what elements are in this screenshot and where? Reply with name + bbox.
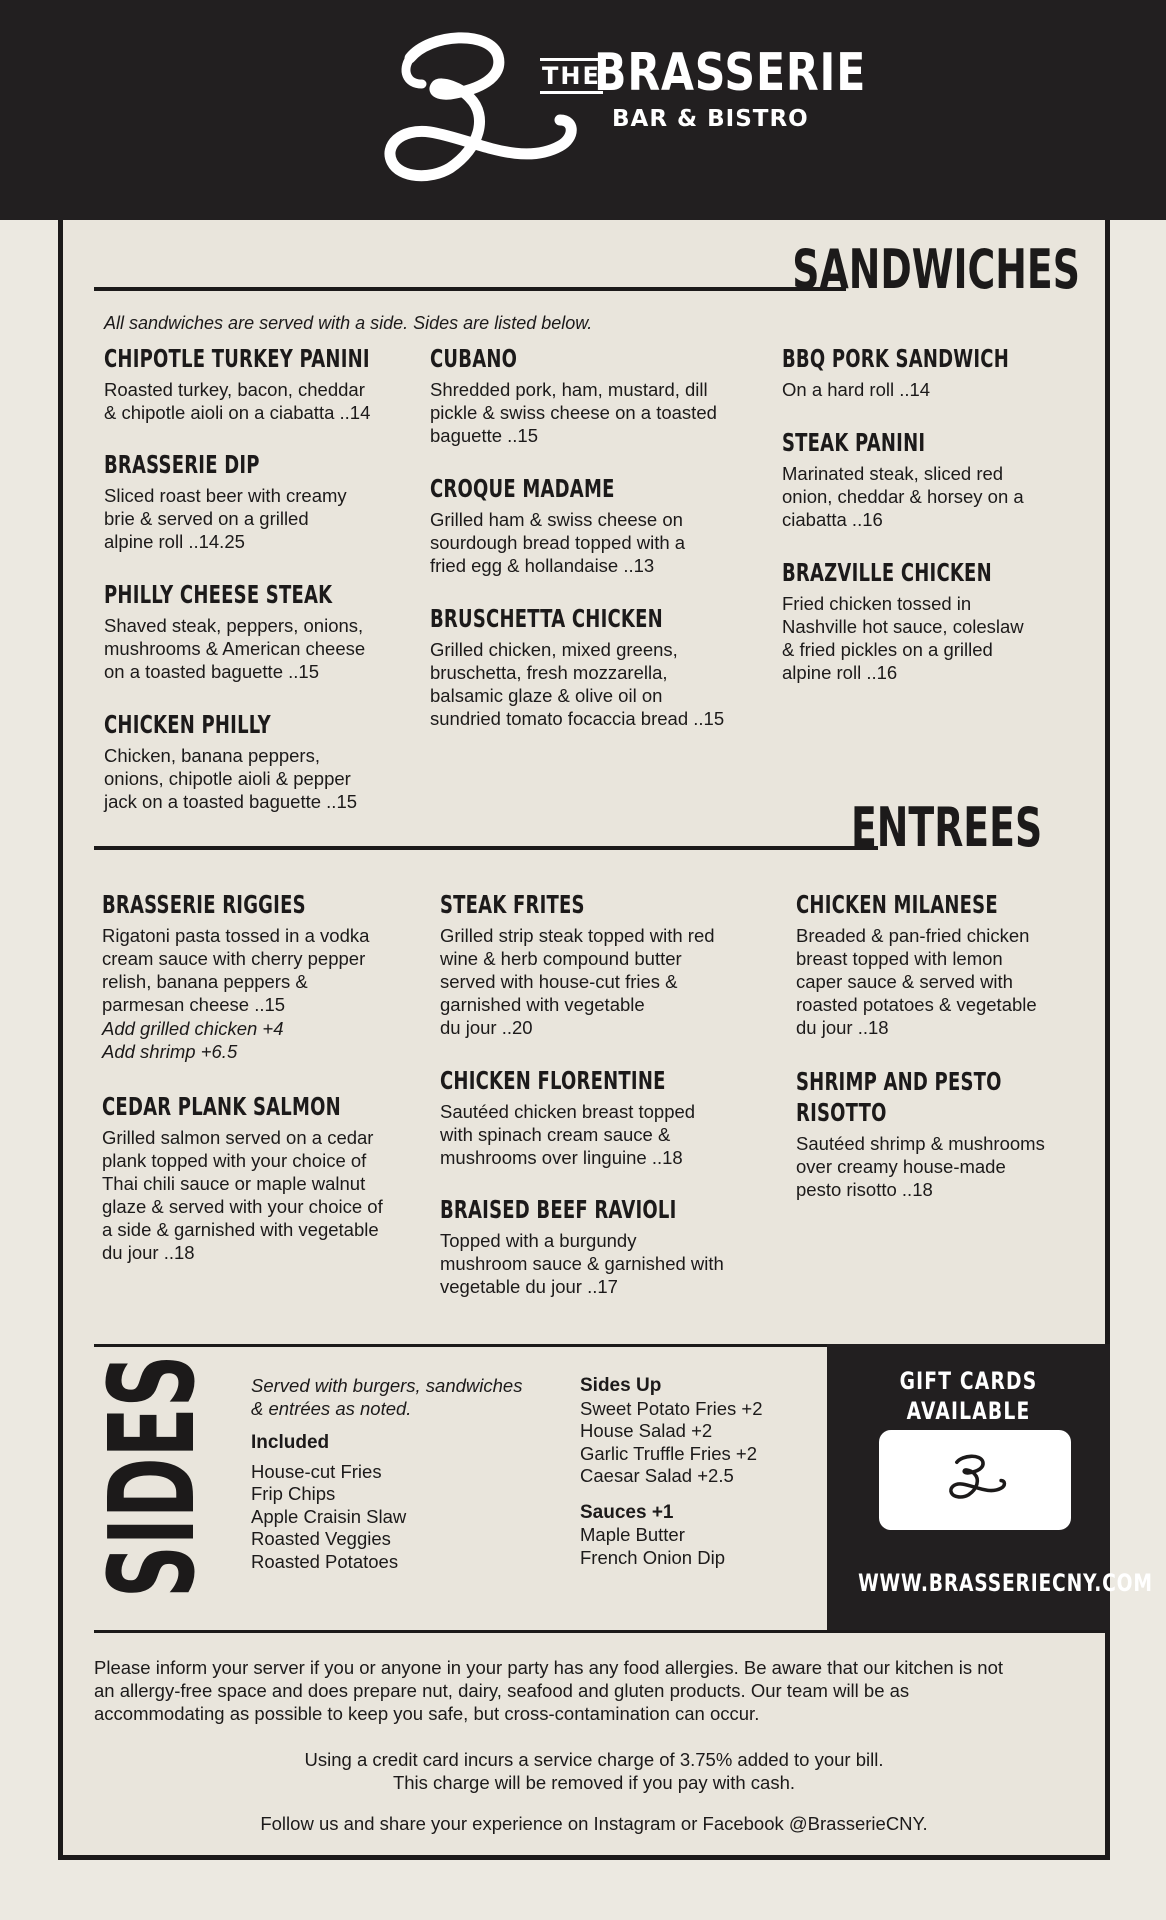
- menu-item: [102, 1092, 422, 1264]
- item-name: CHICKEN MILANESE: [796, 890, 998, 919]
- item-name: CROQUE MADAME: [430, 474, 615, 503]
- entrees-rule: [94, 846, 878, 850]
- item-description: Roasted turkey, bacon, cheddar & chipotle aioli on a ciabatta ..14: [104, 379, 371, 423]
- item-addons: Add grilled chicken +4 Add shrimp +6.5: [102, 1018, 284, 1062]
- menu-item: [796, 890, 1086, 1039]
- website-link[interactable]: WWW.BRASSERIECNY.COM: [858, 1569, 1153, 1597]
- item-description: Chicken, banana peppers, onions, chipotle aioli & pepper jack on a toasted baguette ..15: [104, 745, 358, 812]
- menu-item: [440, 1066, 760, 1169]
- item-description: Marinated steak, sliced red onion, cheddar & horsey on a ciabatta ..16: [782, 463, 1024, 530]
- menu-item: [796, 1066, 1086, 1201]
- item-description: Sliced roast beer with creamy brie & served on a grilled alpine roll ..14.25: [104, 485, 347, 552]
- item-description: Grilled chicken, mixed greens, bruschetta, fresh mozzarella, balsamic glaze & olive oil on sundried tomato focaccia bread ..15: [430, 639, 725, 729]
- item-name: BRAISED BEEF RAVIOLI: [440, 1195, 677, 1224]
- item-name: BRASSERIE DIP: [104, 450, 260, 479]
- menu-item: [104, 580, 414, 683]
- sauces-list: Maple Butter French Onion Dip: [580, 1524, 725, 1568]
- menu-item: [104, 710, 414, 813]
- menu-item: [440, 890, 760, 1039]
- footer-rule: [94, 1630, 1110, 1633]
- item-name: CHIPOTLE TURKEY PANINI: [104, 344, 370, 373]
- item-name: BRASSERIE RIGGIES: [102, 890, 306, 919]
- sides-included-column: [251, 1375, 551, 1573]
- item-description: Shredded pork, ham, mustard, dill pickle & swiss cheese on a toasted baguette ..15: [430, 379, 717, 446]
- entrees-title: ENTREES: [850, 796, 1042, 859]
- sides-up-list: Sweet Potato Fries +2 House Salad +2 Garlic Truffle Fries +2 Caesar Salad +2.5: [580, 1397, 763, 1486]
- item-name: STEAK PANINI: [782, 428, 926, 457]
- item-description: Grilled salmon served on a cedar plank topped with your choice of Thai chili sauce or maple walnut glaze & served with your choice of a side & garnished with vegetable du jour ..18: [102, 1127, 383, 1263]
- menu-item: [430, 604, 770, 730]
- sides-title: SIDES: [83, 1354, 221, 1598]
- menu-item: [782, 344, 1082, 401]
- sides-intro: Served with burgers, sandwiches & entrées as noted.: [251, 1375, 523, 1419]
- item-description: Grilled ham & swiss cheese on sourdough bread topped with a fried egg & hollandaise ..13: [430, 509, 686, 576]
- header: [0, 0, 1166, 220]
- item-name: STEAK FRITES: [440, 890, 585, 919]
- sandwiches-title: SANDWICHES: [792, 238, 1080, 301]
- credit-card-notice: Using a credit card incurs a service charge of 3.75% added to your bill. This charge will be removed if you pay with cash.: [304, 1749, 884, 1793]
- gift-card-title: GIFT CARDS AVAILABLE: [899, 1367, 1038, 1425]
- item-name: CUBANO: [430, 344, 518, 373]
- sandwiches-note: All sandwiches are served with a side. Sides are listed below.: [104, 313, 593, 333]
- included-list: House-cut Fries Frip Chips Apple Craisin Slaw Roasted Veggies Roasted Potatoes: [251, 1460, 407, 1572]
- item-description: Sautéed shrimp & mushrooms over creamy house-made pesto risotto ..18: [796, 1133, 1045, 1200]
- sauces-heading: Sauces +1: [580, 1501, 674, 1523]
- item-description: Fried chicken tossed in Nashville hot sauce, coleslaw & fried pickles on a grilled alpine roll ..16: [782, 593, 1024, 683]
- item-description: Shaved steak, peppers, onions, mushrooms & American cheese on a toasted baguette ..15: [104, 615, 366, 682]
- item-description: Breaded & pan-fried chicken breast topped with lemon caper sauce & served with roasted potatoes & vegetable du jour ..18: [796, 925, 1037, 1038]
- brasserie-logo-icon: [370, 28, 580, 188]
- item-name: BRAZVILLE CHICKEN: [782, 558, 992, 587]
- item-name: CHICKEN FLORENTINE: [440, 1066, 666, 1095]
- sandwiches-rule: [94, 287, 846, 291]
- logo-name: BRASSERIE: [594, 43, 867, 103]
- logo-the: THE: [540, 58, 603, 94]
- item-name: BBQ PORK SANDWICH: [782, 344, 1009, 373]
- included-heading: Included: [251, 1432, 330, 1453]
- gift-card-image: [879, 1430, 1071, 1530]
- menu-item: [102, 890, 422, 1063]
- menu-item: [430, 474, 770, 577]
- item-name: CEDAR PLANK SALMON: [102, 1092, 341, 1121]
- social-notice: Follow us and share your experience on Instagram or Facebook @BrasserieCNY.: [260, 1813, 928, 1834]
- gift-card-panel: [827, 1344, 1153, 1632]
- item-description: Sautéed chicken breast topped with spinach cream sauce & mushrooms over linguine ..18: [440, 1101, 696, 1168]
- sides-up-column: [580, 1375, 820, 1569]
- brasserie-logo-icon: [945, 1448, 1007, 1506]
- item-name: PHILLY CHEESE STEAK: [104, 580, 333, 609]
- sides-top-rule: [94, 1344, 834, 1347]
- item-description: Rigatoni pasta tossed in a vodka cream sauce with cherry pepper relish, banana peppers & parmesan cheese ..15: [102, 925, 370, 1015]
- item-description: Grilled strip steak topped with red wine & herb compound butter served with house-cut fries & garnished with vegetable du jour ..20: [440, 925, 715, 1038]
- item-name: CHICKEN PHILLY: [104, 710, 271, 739]
- menu-item: [782, 428, 1082, 531]
- item-description: On a hard roll ..14: [782, 379, 931, 400]
- menu-item: [782, 558, 1082, 684]
- item-name: SHRIMP AND PESTO RISOTTO: [796, 1067, 1002, 1127]
- menu-item: [104, 450, 414, 553]
- menu-item: [430, 344, 770, 447]
- item-description: Topped with a burgundy mushroom sauce & garnished with vegetable du jour ..17: [440, 1230, 724, 1297]
- menu-item: [104, 344, 414, 424]
- logo-subtitle: BAR & BISTRO: [612, 106, 809, 132]
- item-name: BRUSCHETTA CHICKEN: [430, 604, 663, 633]
- sides-up-heading: Sides Up: [580, 1375, 662, 1396]
- allergy-notice: Please inform your server if you or anyone in your party has any food allergies. Be aware that our kitchen is not an allergy-free space and does prepare nut, dairy, seafood and gluten products. Our team will be as accommodating as possible to keep you safe, but cross-contamination can occur.: [94, 1657, 1004, 1724]
- menu-item: [440, 1195, 760, 1298]
